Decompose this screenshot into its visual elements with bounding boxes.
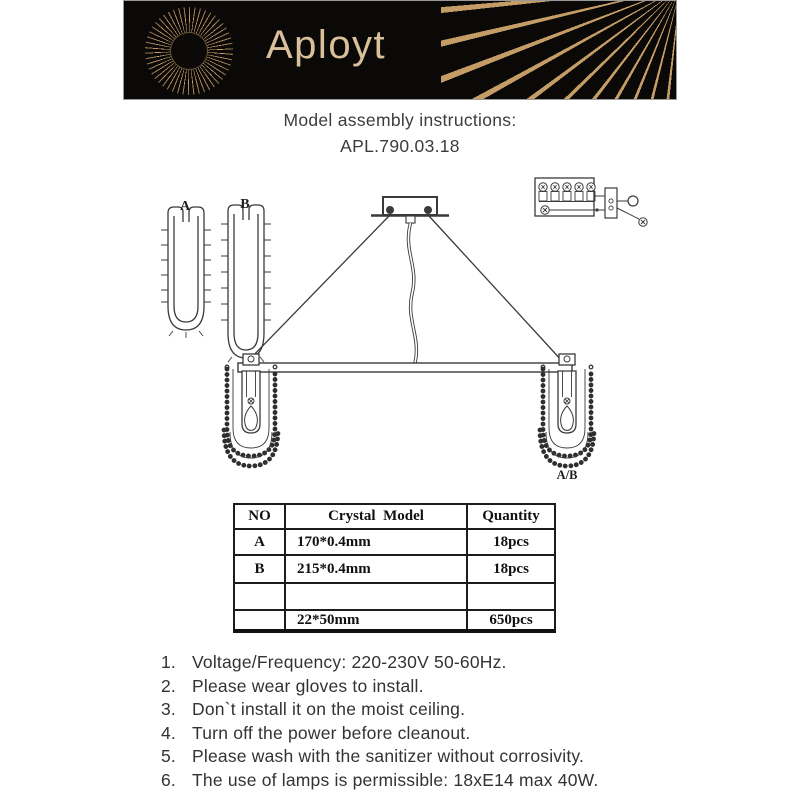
label-b: B xyxy=(240,197,250,212)
cell-model: 215*0.4mm xyxy=(285,555,467,583)
table-row xyxy=(234,555,555,583)
chandelier-bar-drawing xyxy=(238,363,572,372)
instruction-text: The use of lamps is permissible: 18xE14 max 40W. xyxy=(192,769,599,790)
ceiling-canopy-drawing xyxy=(371,197,449,223)
cell-quantity: 18pcs xyxy=(467,529,555,555)
instruction-item xyxy=(150,745,740,769)
instruction-list xyxy=(150,651,740,792)
suspension-cable-right xyxy=(429,216,563,362)
table-header-row xyxy=(234,504,555,529)
power-cable-drawing xyxy=(408,223,416,363)
label-a: A xyxy=(179,199,191,214)
instruction-item xyxy=(150,651,740,675)
crystal-a-drawing xyxy=(161,207,211,338)
instruction-text: Please wash with the sanitizer without corrosivity. xyxy=(192,746,585,766)
cell-model: 22*50mm xyxy=(285,610,467,631)
instruction-text: Turn off the power before cleanout. xyxy=(192,722,471,743)
cell-model: 170*0.4mm xyxy=(285,529,467,555)
brand-logo-text: Aployt xyxy=(266,23,387,67)
table-row xyxy=(234,583,555,610)
cell-no: A xyxy=(234,529,285,555)
wiring-diagram-drawing xyxy=(535,178,647,226)
cell-quantity: 650pcs xyxy=(467,610,555,631)
table-header-quantity: Quantity xyxy=(467,504,555,529)
cell-quantity xyxy=(467,583,555,610)
instruction-number: 5. xyxy=(161,746,176,766)
parts-table xyxy=(233,503,556,633)
instruction-text: Voltage/Frequency: 220-230V 50-60Hz. xyxy=(192,652,507,672)
instruction-item xyxy=(150,722,740,746)
instruction-number: 6. xyxy=(161,769,176,790)
instruction-text: Please wear gloves to install. xyxy=(192,675,424,696)
cell-no: B xyxy=(234,555,285,583)
instruction-item xyxy=(150,769,740,793)
suspension-cable-left xyxy=(247,216,389,362)
instruction-item xyxy=(150,675,740,699)
cell-model xyxy=(285,583,467,610)
table-row xyxy=(234,529,555,555)
table-row xyxy=(234,610,555,631)
label-ab: A/B xyxy=(556,468,578,482)
cell-no xyxy=(234,583,285,610)
instruction-number: 1. xyxy=(161,652,176,672)
instruction-text: Don`t install it on the moist ceiling. xyxy=(192,699,466,719)
instruction-number: 4. xyxy=(161,722,176,743)
cell-no xyxy=(234,610,285,631)
instruction-number: 2. xyxy=(161,675,176,696)
model-number: APL.790.03.18 xyxy=(340,136,460,156)
instruction-item xyxy=(150,698,740,722)
cell-quantity: 18pcs xyxy=(467,555,555,583)
table-header-crystal-model: Crystal Model xyxy=(285,504,467,529)
page-title: Model assembly instructions: xyxy=(283,110,517,130)
crystal-b-drawing xyxy=(221,205,271,366)
instruction-number: 3. xyxy=(161,699,176,719)
table-header-no: NO xyxy=(234,504,285,529)
